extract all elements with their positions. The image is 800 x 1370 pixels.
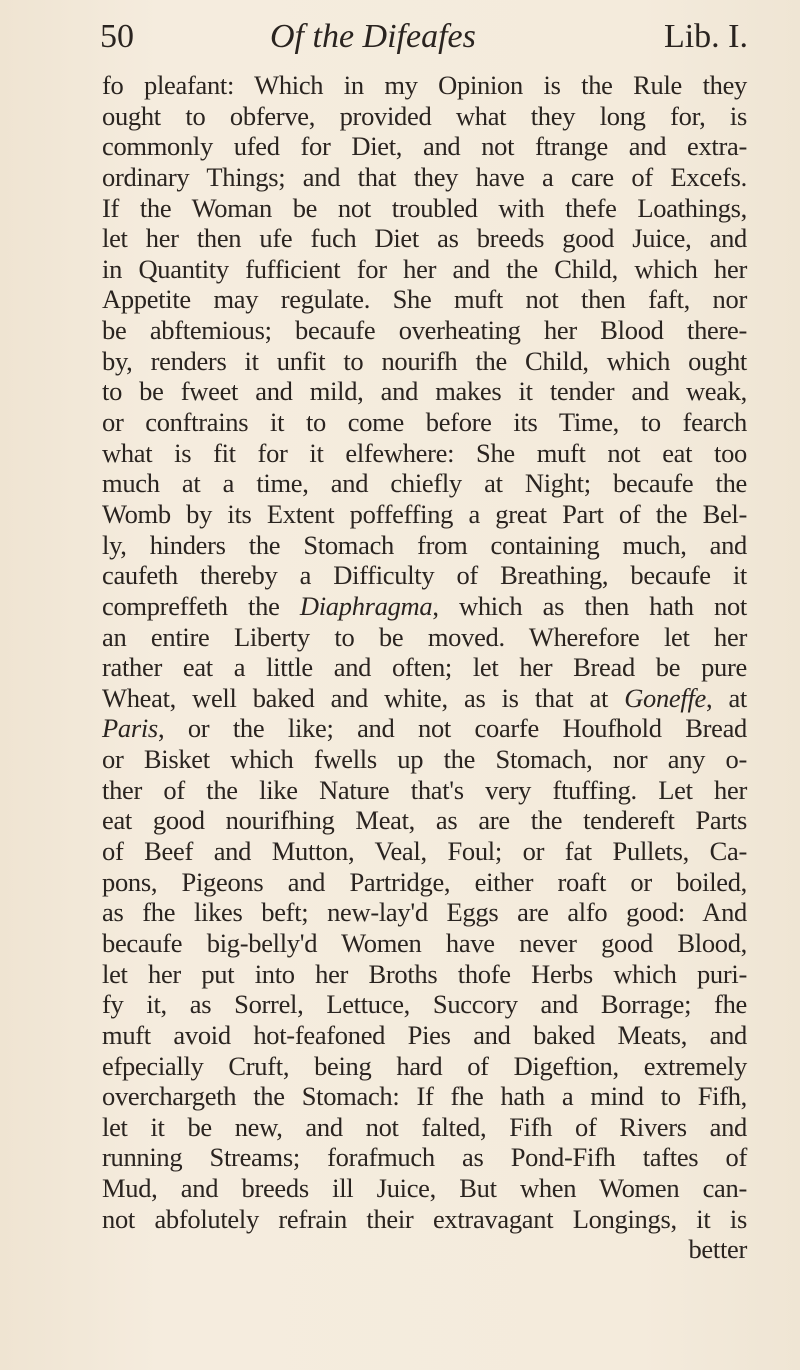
text-segment: Wheat, well baked and white, as is that at — [102, 682, 625, 713]
text-line — [102, 131, 747, 162]
text-line — [102, 713, 747, 744]
text-segment: or conftrains it to come before its Time, to fearch — [102, 407, 747, 438]
text-line — [102, 438, 747, 469]
text-segment: caufeth thereby a Difficulty of Breathing, becaufe it — [102, 560, 747, 591]
text-segment: let it be new, and not falted, Fifh of Rivers and — [102, 1111, 747, 1142]
text-segment: , which as then hath not — [432, 590, 747, 621]
text-line — [102, 683, 747, 714]
text-line — [102, 1112, 747, 1143]
text-segment: , at — [705, 682, 747, 713]
text-line — [102, 254, 747, 285]
book-label: Lib. I. — [663, 18, 748, 55]
text-line — [102, 1173, 747, 1204]
text-segment: Appetite may regulate. She muft not then faft, nor — [102, 284, 747, 315]
text-segment: becaufe big-belly'd Women have never good Blood, — [102, 927, 747, 958]
text-segment: or Bisket which fwells up the Stomach, nor any o- — [102, 744, 747, 775]
text-line — [102, 101, 747, 132]
catchword — [102, 1234, 747, 1265]
text-segment: eat good nourifhing Meat, as are the tendereft Parts — [102, 805, 747, 836]
text-line — [102, 836, 747, 867]
text-line — [102, 897, 747, 928]
text-line — [102, 162, 747, 193]
text-line — [102, 530, 747, 561]
text-line — [102, 499, 747, 530]
text-line — [102, 744, 747, 775]
text-segment: to be fweet and mild, and makes it tender and weak, — [102, 376, 747, 407]
text-line — [102, 346, 747, 377]
text-segment: Womb by its Extent poffeffing a great Part of the Bel- — [102, 498, 747, 529]
text-segment: ordinary Things; and that they have a care of Excefs. — [102, 161, 747, 192]
text-segment: let her then ufe fuch Diet as breeds good Juice, and — [102, 223, 747, 254]
text-segment: as fhe likes beft; new-lay'd Eggs are alfo good: And — [102, 897, 747, 928]
text-line — [102, 284, 747, 315]
text-line — [102, 468, 747, 499]
text-line — [102, 193, 747, 224]
text-segment: ther of the like Nature that's very ftuffing. Let her — [102, 774, 747, 805]
italic-term: Goneffe — [624, 682, 706, 713]
text-segment: ought to obferve, provided what they long for, is — [102, 100, 747, 131]
body-text — [102, 70, 747, 1265]
text-line — [102, 223, 747, 254]
text-segment: fo pleafant: Which in my Opinion is the Rule they — [102, 70, 747, 100]
text-segment: in Quantity fufficient for her and the Child, which her — [102, 253, 747, 284]
text-line — [102, 805, 747, 836]
text-segment: commonly ufed for Diet, and not ftrange and extra- — [102, 131, 747, 162]
text-line — [102, 1142, 747, 1173]
text-segment: ly, hinders the Stomach from containing much, and — [102, 529, 747, 560]
page-number: 50 — [100, 18, 134, 55]
text-line — [102, 70, 747, 101]
text-line — [102, 376, 747, 407]
text-segment: much at a time, and chiefly at Night; becaufe the — [102, 468, 747, 499]
text-line — [102, 1020, 747, 1051]
text-segment: by, renders it unfit to nourifh the Child, which ought — [102, 345, 747, 376]
text-line — [102, 775, 747, 806]
text-line — [102, 1051, 747, 1082]
text-segment: , or the like; and not coarfe Houfhold Bread — [157, 713, 747, 744]
text-segment: fy it, as Sorrel, Lettuce, Succory and Borrage; fhe — [102, 989, 747, 1020]
running-header — [100, 18, 748, 62]
text-line — [102, 652, 747, 683]
text-segment: overchargeth the Stomach: If fhe hath a mind to Fifh, — [102, 1081, 747, 1112]
text-segment: of Beef and Mutton, Veal, Foul; or fat Pullets, Ca- — [102, 836, 747, 867]
text-segment: not abfolutely refrain their extravagant Longings, it is — [102, 1203, 747, 1234]
text-segment: rather eat a little and often; let her Bread be pure — [102, 652, 747, 683]
text-segment: be abftemious; becaufe overheating her Blood there- — [102, 315, 747, 346]
text-segment: better — [688, 1234, 747, 1265]
text-line — [102, 560, 747, 591]
text-line — [102, 315, 747, 346]
text-line — [102, 1081, 747, 1112]
text-line — [102, 959, 747, 990]
text-line — [102, 591, 747, 622]
text-line — [102, 407, 747, 438]
running-title: Of the Difeafes — [270, 18, 476, 55]
text-segment: compreffeth the — [102, 590, 300, 621]
text-segment: If the Woman be not troubled with thefe Loathings, — [102, 192, 747, 223]
text-line — [102, 989, 747, 1020]
text-line — [102, 928, 747, 959]
text-segment: what is fit for it elfewhere: She muft not eat too — [102, 437, 747, 468]
text-line — [102, 622, 747, 653]
text-segment: let her put into her Broths thofe Herbs which puri- — [102, 958, 747, 989]
text-segment: running Streams; forafmuch as Pond-Fifh taftes of — [102, 1142, 747, 1173]
text-line — [102, 1204, 747, 1235]
text-segment: pons, Pigeons and Partridge, either roaft or boiled, — [102, 866, 747, 897]
text-line — [102, 867, 747, 898]
text-segment: Mud, and breeds ill Juice, But when Women can- — [102, 1173, 747, 1204]
text-segment: muft avoid hot-feafoned Pies and baked Meats, and — [102, 1019, 747, 1050]
italic-term: Paris — [102, 713, 158, 744]
text-segment: efpecially Cruft, being hard of Digeftion, extremely — [102, 1050, 747, 1081]
italic-term: Diaphragma — [299, 590, 433, 621]
text-segment: an entire Liberty to be moved. Wherefore let her — [102, 621, 747, 652]
